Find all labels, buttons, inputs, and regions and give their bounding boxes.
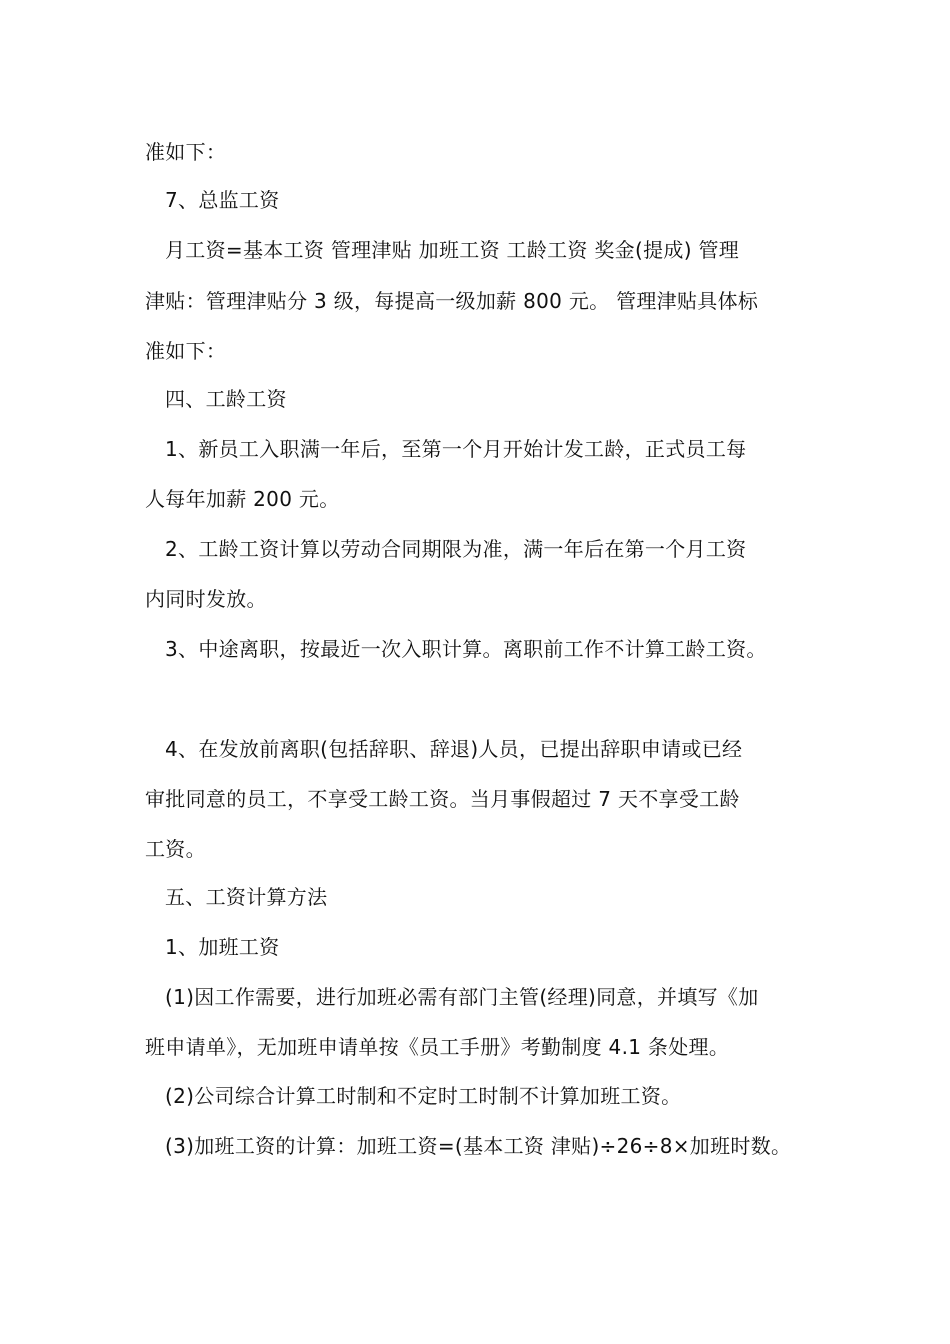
text-line: (3)加班工资的计算：加班工资=(基本工资 津贴)÷26÷8×加班时数。 [165,1134,792,1158]
text-line: 2、工龄工资计算以劳动合同期限为准，满一年后在第一个月工资 [165,537,747,561]
section-heading: 1、加班工资 [165,935,280,959]
section-heading: 7、总监工资 [165,188,280,212]
text-line: 3、中途离职，按最近一次入职计算。离职前工作不计算工龄工资。 [165,637,767,661]
text-line: (1)因工作需要，进行加班必需有部门主管(经理)同意，并填写《加 [165,985,759,1009]
text-line: 工资。 [145,837,206,861]
text-line: 内同时发放。 [145,587,267,611]
text-line: 准如下： [145,339,227,363]
text-line: (2)公司综合计算工时制和不定时工时制不计算加班工资。 [165,1084,682,1108]
text-line: 1、新员工入职满一年后，至第一个月开始计发工龄，正式员工每 [165,437,747,461]
text-line: 月工资=基本工资 管理津贴 加班工资 工龄工资 奖金(提成) 管理 [165,238,740,262]
section-heading: 四、工龄工资 [165,387,287,411]
text-line: 4、在发放前离职(包括辞职、辞退)人员，已提出辞职申请或已经 [165,737,743,761]
text-line: 审批同意的员工，不享受工龄工资。当月事假超过 7 天不享受工龄 [145,787,740,811]
text-line: 准如下： [145,140,227,164]
text-line: 津贴：管理津贴分 3 级，每提高一级加薪 800 元。 管理津贴具体标 [145,289,759,313]
text-line: 班申请单》，无加班申请单按《员工手册》考勤制度 4.1 条处理。 [145,1035,730,1059]
text-line: 人每年加薪 200 元。 [145,487,340,511]
section-heading: 五、工资计算方法 [165,885,328,909]
